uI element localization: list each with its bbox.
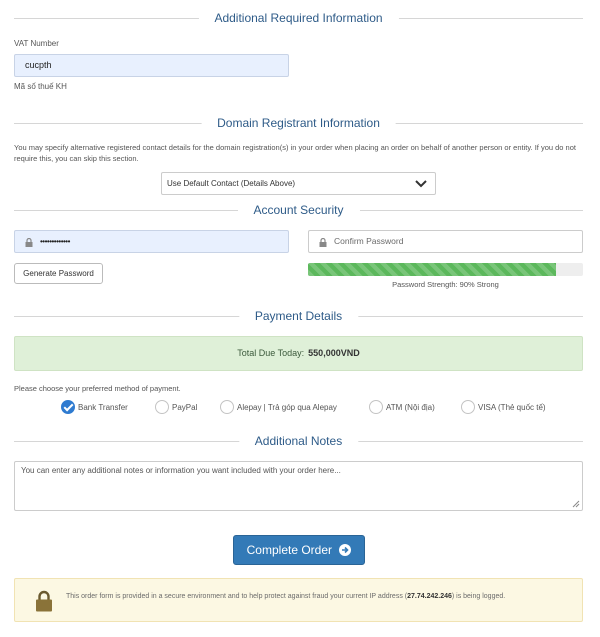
payment-method-label: Bank Transfer: [78, 403, 128, 413]
contact-select-value: Use Default Contact (Details Above): [167, 179, 296, 188]
total-due-label: Total Due Today:: [237, 348, 305, 358]
section-title: Additional Required Information: [198, 9, 398, 27]
notes-placeholder: You can enter any additional notes or information you want included with your order here...: [21, 466, 341, 475]
payment-method-label: Alepay | Trả góp qua Alepay: [237, 403, 337, 413]
password-value: •••••••••••••: [40, 237, 70, 246]
payment-method-atm[interactable]: [369, 401, 435, 415]
password-strength-fill: [308, 263, 556, 276]
payment-method-label: ATM (Nội địa): [386, 403, 435, 413]
payment-method-visa[interactable]: [461, 401, 546, 415]
section-title: Account Security: [237, 201, 359, 219]
vat-value: cucpth: [25, 60, 52, 70]
section-header-account-security: [14, 201, 583, 219]
additional-notes-textarea[interactable]: [14, 461, 583, 511]
check-icon: [61, 400, 75, 414]
confirm-password-input[interactable]: [308, 230, 583, 253]
total-due-box: [14, 336, 583, 371]
radio-circle-icon: [155, 400, 169, 414]
chevron-down-icon: [415, 179, 427, 188]
lock-icon: [25, 238, 33, 247]
secure-notice-box: [14, 578, 583, 622]
complete-order-button[interactable]: [233, 535, 365, 565]
complete-order-label: Complete Order: [246, 543, 333, 557]
padlock-icon: [35, 590, 53, 612]
section-title: Domain Registrant Information: [201, 114, 396, 132]
contact-select[interactable]: [161, 172, 436, 195]
ip-address: 27.74.242.246: [407, 593, 452, 600]
password-strength-text: Password Strength: 90% Strong: [392, 280, 499, 289]
section-header-additional-required: [14, 9, 583, 27]
total-due-value: 550,000VND: [308, 348, 360, 358]
vat-help-text: Mã số thuế KH: [14, 82, 67, 91]
confirm-password-placeholder: Confirm Password: [334, 236, 404, 246]
vat-label: VAT Number: [14, 39, 59, 48]
lock-icon: [319, 238, 327, 247]
payment-method-paypal[interactable]: [155, 401, 197, 415]
section-title: Additional Notes: [239, 432, 358, 450]
section-header-payment-details: [14, 307, 583, 325]
radio-circle-icon: [220, 400, 234, 414]
payment-method-alepay[interactable]: [220, 401, 337, 415]
payment-method-bank-transfer[interactable]: [61, 401, 128, 415]
arrow-circle-right-icon: [339, 544, 351, 556]
password-input[interactable]: [14, 230, 289, 253]
secure-notice-text: This order form is provided in a secure environment and to help protect against fraud your current IP address (27.74.242.246) is being logged.: [66, 593, 506, 600]
payment-method-prompt: Please choose your preferred method of payment.: [14, 384, 181, 393]
section-title: Payment Details: [239, 307, 358, 325]
payment-method-label: VISA (Thẻ quốc tế): [478, 403, 546, 413]
domain-description: You may specify alternative registered contact details for the domain registration(s) in your order when placing an order on behalf of another person or entity. If you do not require this, you can skip this section.: [14, 143, 576, 163]
generate-password-button[interactable]: Generate Password: [14, 263, 103, 284]
radio-circle-icon: [369, 400, 383, 414]
section-header-additional-notes: [14, 432, 583, 450]
section-header-domain-registrant: [14, 114, 583, 132]
vat-number-input[interactable]: [14, 54, 289, 77]
password-strength-bar: [308, 263, 583, 276]
radio-circle-icon: [461, 400, 475, 414]
resize-handle-icon[interactable]: [572, 500, 580, 508]
payment-method-label: PayPal: [172, 403, 198, 413]
